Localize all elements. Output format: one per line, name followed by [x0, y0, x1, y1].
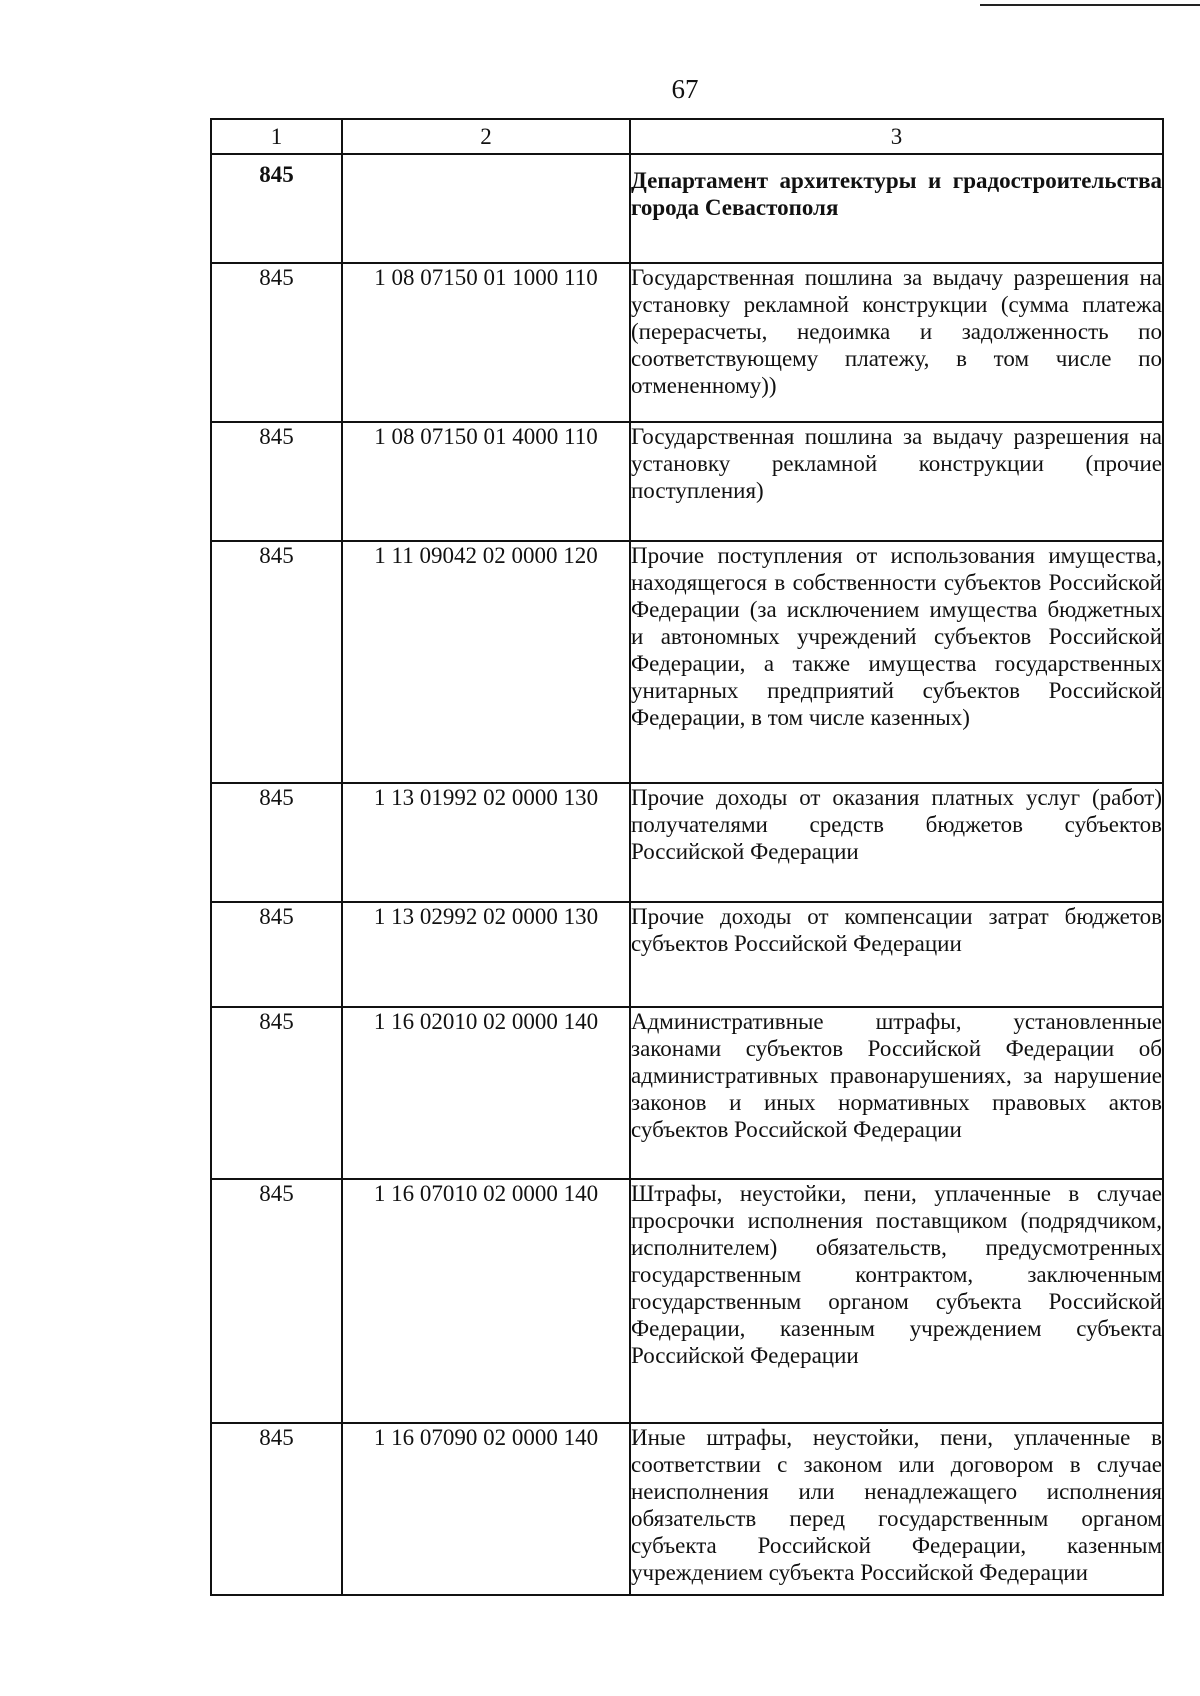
- admin-code-cell: 845: [211, 263, 342, 422]
- department-row: [211, 154, 1163, 263]
- description-cell: Штрафы, неустойки, пени, уплаченные в случае просрочки исполнения поставщиком (подрядчиком, исполнителем) обязательств, предусмотренных государственным контрактом, заключенным государственным органом субъекта Российской Федерации, казенным учреждением субъекта Российской Федерации: [630, 1179, 1163, 1423]
- kbk-code-cell: 1 16 07010 02 0000 140: [342, 1179, 630, 1423]
- table-row: [211, 783, 1163, 902]
- column-header-1: 1: [211, 119, 342, 154]
- top-rule: [980, 4, 1200, 6]
- kbk-code-cell: 1 08 07150 01 4000 110: [342, 422, 630, 541]
- kbk-code-cell: 1 11 09042 02 0000 120: [342, 541, 630, 783]
- description-cell: Государственная пошлина за выдачу разрешения на установку рекламной конструкции (сумма платежа (перерасчеты, недоимка и задолженность по соответствующему платежу, в том числе по отмененному)): [630, 263, 1163, 422]
- department-admin-code: 845: [211, 154, 342, 263]
- admin-code-cell: 845: [211, 1423, 342, 1595]
- admin-code-cell: 845: [211, 902, 342, 1007]
- table-row: [211, 1423, 1163, 1595]
- department-kbk: [342, 154, 630, 263]
- description-cell: Административные штрафы, установленные законами субъектов Российской Федерации об административных правонарушениях, за нарушение законов и иных нормативных правовых актов субъектов Российской Федерации: [630, 1007, 1163, 1179]
- table-row: [211, 902, 1163, 1007]
- description-cell: Прочие доходы от оказания платных услуг (работ) получателями средств бюджетов субъектов Российской Федерации: [630, 783, 1163, 902]
- page-number: 67: [671, 74, 699, 104]
- admin-code-cell: 845: [211, 422, 342, 541]
- kbk-code-cell: 1 13 01992 02 0000 130: [342, 783, 630, 902]
- revenue-codes-table: [210, 118, 1164, 1596]
- table-row: [211, 541, 1163, 783]
- table-row: [211, 422, 1163, 541]
- table-header-row: [211, 119, 1163, 154]
- table-row: [211, 263, 1163, 422]
- admin-code-cell: 845: [211, 1007, 342, 1179]
- description-cell: Государственная пошлина за выдачу разрешения на установку рекламной конструкции (прочие поступления): [630, 422, 1163, 541]
- column-header-2: 2: [342, 119, 630, 154]
- description-cell: Прочие доходы от компенсации затрат бюджетов субъектов Российской Федерации: [630, 902, 1163, 1007]
- table-row: [211, 1179, 1163, 1423]
- department-name: Департамент архитектуры и градостроительства города Севастополя: [630, 154, 1163, 263]
- column-header-3: 3: [630, 119, 1163, 154]
- admin-code-cell: 845: [211, 783, 342, 902]
- kbk-code-cell: 1 16 02010 02 0000 140: [342, 1007, 630, 1179]
- description-cell: Прочие поступления от использования имущества, находящегося в собственности субъектов Российской Федерации (за исключением имущества бюджетных и автономных учреждений субъектов Российской Федерации, а также имущества государственных унитарных предприятий субъектов Российской Федерации, в том числе казенных): [630, 541, 1163, 783]
- admin-code-cell: 845: [211, 541, 342, 783]
- kbk-code-cell: 1 08 07150 01 1000 110: [342, 263, 630, 422]
- kbk-code-cell: 1 13 02992 02 0000 130: [342, 902, 630, 1007]
- description-cell: Иные штрафы, неустойки, пени, уплаченные в соответствии с законом или договором в случае неисполнения или ненадлежащего исполнения обязательств перед государственным органом субъекта Российской Федерации, казенным учреждением субъекта Российской Федерации: [630, 1423, 1163, 1595]
- table-row: [211, 1007, 1163, 1179]
- admin-code-cell: 845: [211, 1179, 342, 1423]
- kbk-code-cell: 1 16 07090 02 0000 140: [342, 1423, 630, 1595]
